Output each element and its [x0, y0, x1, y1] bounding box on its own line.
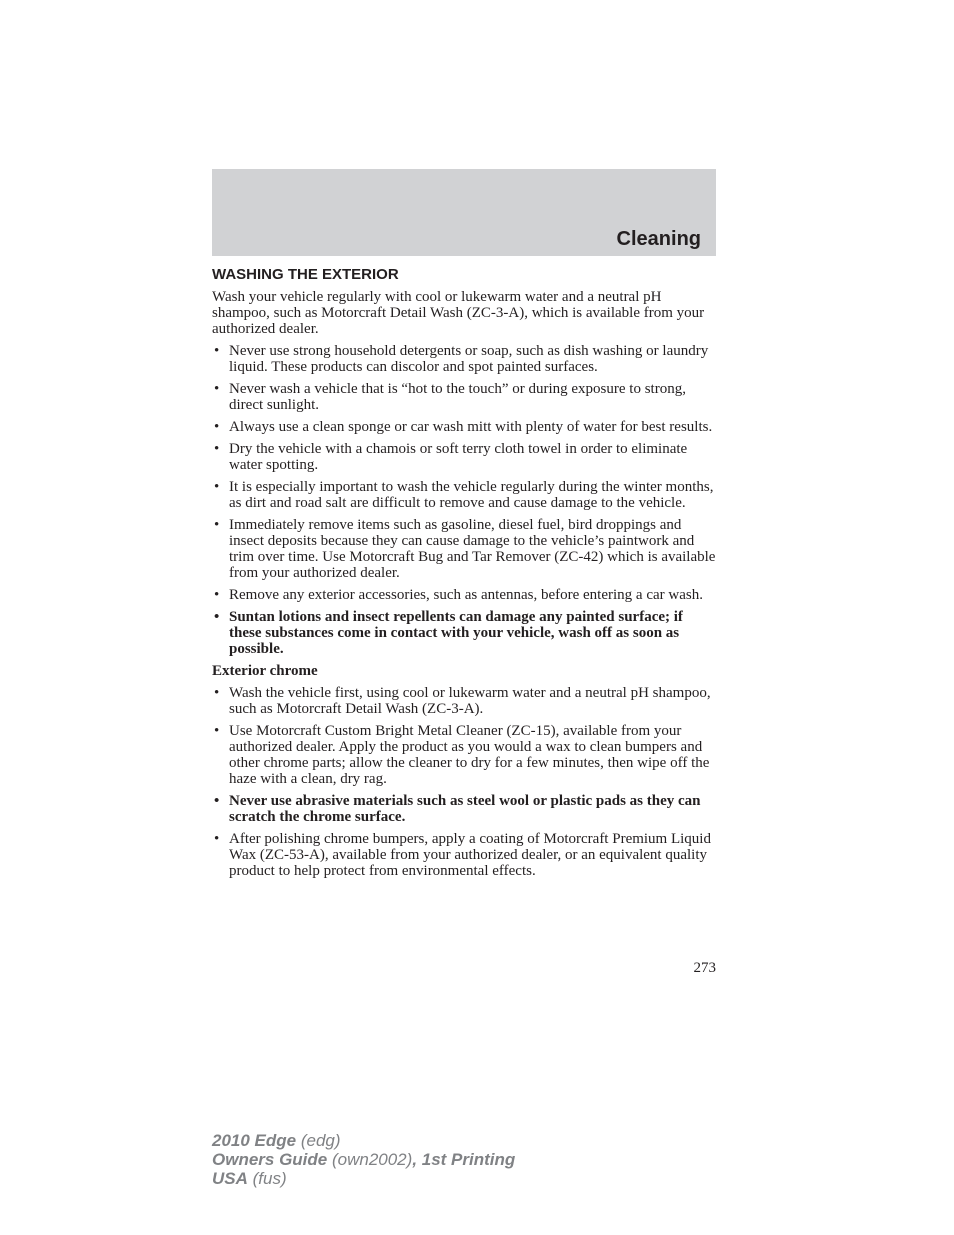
intro-paragraph: Wash your vehicle regularly with cool or lukewarm water and a neutral pH shampoo, such as Motorcraft Detail Wash (ZC-3-A), which is available from your authorized dealer. — [212, 289, 705, 337]
list-item: • Immediately remove items such as gasoline, diesel fuel, bird droppings and insect deposits because they can cause damage to the vehicle’s paintwork and trim over time. Use Motorcraft Bug and Tar Remover (ZC-42) which is available from your authorized dealer. — [214, 517, 716, 581]
list-item: • Dry the vehicle with a chamois or soft terry cloth towel in order to eliminate water spotting. — [214, 441, 688, 473]
bullet-icon: • — [214, 419, 220, 435]
header-band — [212, 169, 716, 256]
bullet-icon: • — [214, 517, 220, 533]
bullet-icon: • — [214, 609, 220, 625]
list-item: • Wash the vehicle first, using cool or lukewarm water and a neutral pH shampoo, such as Motorcraft Detail Wash (ZC-3-A). — [214, 685, 711, 717]
bullet-icon: • — [214, 723, 220, 739]
section-heading: WASHING THE EXTERIOR — [212, 266, 399, 283]
list-item: • Never use strong household detergents or soap, such as dish washing or laundry liquid. These products can discolor and spot painted surfaces. — [214, 343, 709, 375]
chrome-heading: Exterior chrome — [212, 663, 318, 679]
list-item: • Remove any exterior accessories, such as antennas, before entering a car wash. — [214, 587, 703, 603]
footer-line-2: Owners Guide (own2002), 1st Printing — [212, 1150, 516, 1169]
washing-bullet-list — [212, 343, 716, 657]
footer-line-3: USA (fus) — [212, 1169, 287, 1188]
page-number: 273 — [693, 960, 716, 976]
list-item: • Never wash a vehicle that is “hot to the touch” or during exposure to strong, direct sunlight. — [214, 381, 686, 413]
page-title: Cleaning — [616, 228, 701, 250]
bullet-icon: • — [214, 793, 220, 809]
chrome-bullet-list — [212, 685, 716, 879]
list-item: • Use Motorcraft Custom Bright Metal Cleaner (ZC-15), available from your authorized dealer. Apply the product as you would a wax to clean bumpers and other chrome parts; allow the cleaner to dry for a few minutes, then wipe off the haze with a clean, dry rag. — [214, 723, 710, 787]
warning-list-item: • Suntan lotions and insect repellents can damage any painted surface; if these substances come in contact with your vehicle, wash off as soon as possible. — [214, 609, 683, 657]
bullet-icon: • — [214, 479, 220, 495]
list-item: • Always use a clean sponge or car wash mitt with plenty of water for best results. — [214, 419, 713, 435]
warning-list-item: • Never use abrasive materials such as steel wool or plastic pads as they can scratch the chrome surface. — [214, 793, 701, 825]
footer — [212, 1131, 515, 1188]
bullet-icon: • — [214, 587, 220, 603]
bullet-icon: • — [214, 343, 220, 359]
list-item: • It is especially important to wash the vehicle regularly during the winter months, as dirt and road salt are difficult to remove and cause damage to the vehicle. — [214, 479, 714, 511]
footer-line-1: 2010 Edge (edg) — [212, 1131, 341, 1150]
bullet-icon: • — [214, 441, 220, 457]
list-item: • After polishing chrome bumpers, apply a coating of Motorcraft Premium Liquid Wax (ZC-53-A), available from your authorized dealer, or an equivalent quality product to help protect from environmental effects. — [214, 831, 711, 879]
bullet-icon: • — [214, 831, 220, 847]
main-content — [212, 267, 716, 885]
bullet-icon: • — [214, 685, 220, 701]
bullet-icon: • — [214, 381, 220, 397]
